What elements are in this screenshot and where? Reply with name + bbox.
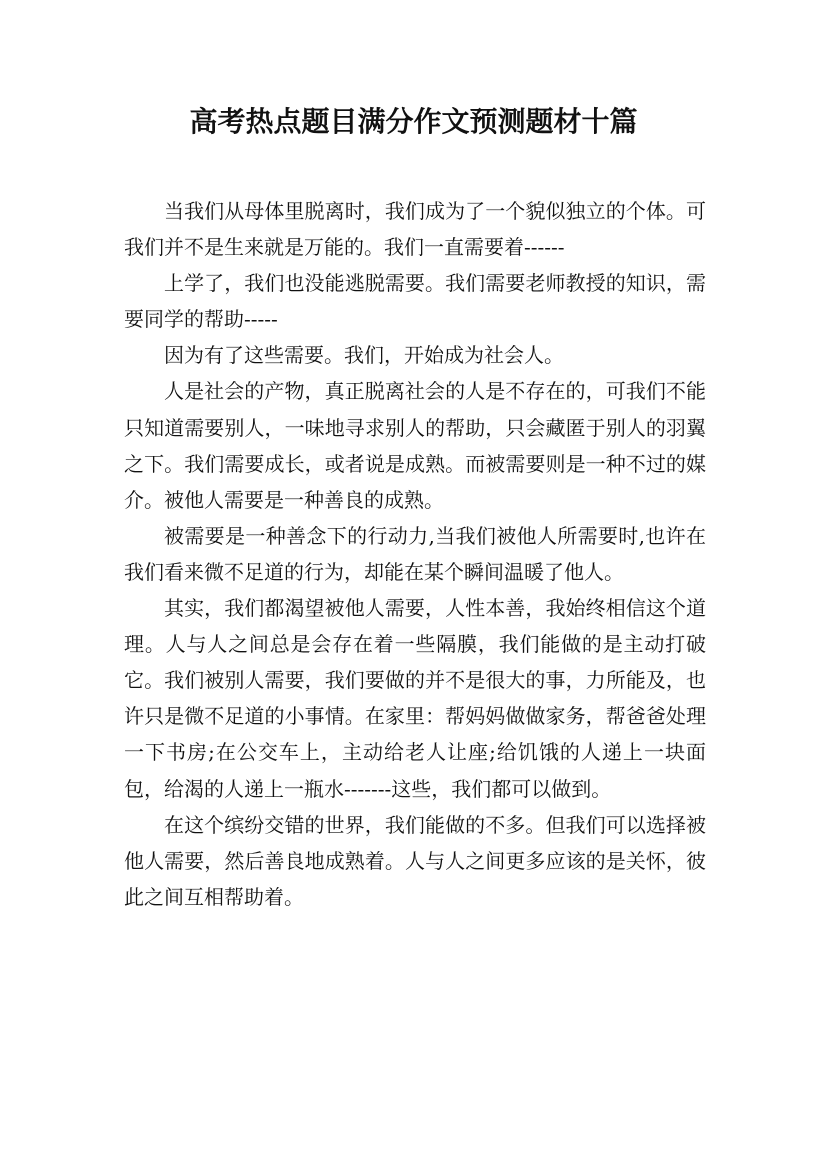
paragraph-7: 在这个缤纷交错的世界，我们能做的不多。但我们可以选择被他人需要，然后善良地成熟着。人与人之间更多应该的是关怀，彼此之间互相帮助着。 (124, 812, 706, 909)
paragraph-5: 被需要是一种善念下的行动力,当我们被他人所需要时,也许在我们看来微不足道的行为，却能在某个瞬间温暖了他人。 (124, 523, 706, 584)
document-body (124, 193, 706, 915)
paragraph-1: 当我们从母体里脱离时，我们成为了一个貌似独立的个体。可我们并不是生来就是万能的。我们一直需要着------ (124, 199, 706, 260)
document-title: 高考热点题目满分作文预测题材十篇 (189, 105, 638, 138)
paragraph-6: 其实，我们都渴望被他人需要，人性本善，我始终相信这个道理。人与人之间总是会存在着一些隔膜，我们能做的是主动打破它。我们被别人需要，我们要做的并不是很大的事，力所能及，也许只是微不足道的小事情。在家里：帮妈妈做做家务，帮爸爸处理一下书房;在公交车上，主动给老人让座;给饥饿的人递上一块面包，给渴的人递上一瓶水-------这些，我们都可以做到。 (124, 596, 706, 801)
paragraph-2: 上学了，我们也没能逃脱需要。我们需要老师教授的知识，需要同学的帮助----- (124, 271, 706, 332)
paragraph-4: 人是社会的产物，真正脱离社会的人是不存在的，可我们不能只知道需要别人，一味地寻求别人的帮助，只会藏匿于别人的羽翼之下。我们需要成长，或者说是成熟。而被需要则是一种不过的媒介。被他人需要是一种善良的成熟。 (124, 379, 706, 512)
paragraph-3: 因为有了这些需要。我们，开始成为社会人。 (164, 343, 564, 368)
